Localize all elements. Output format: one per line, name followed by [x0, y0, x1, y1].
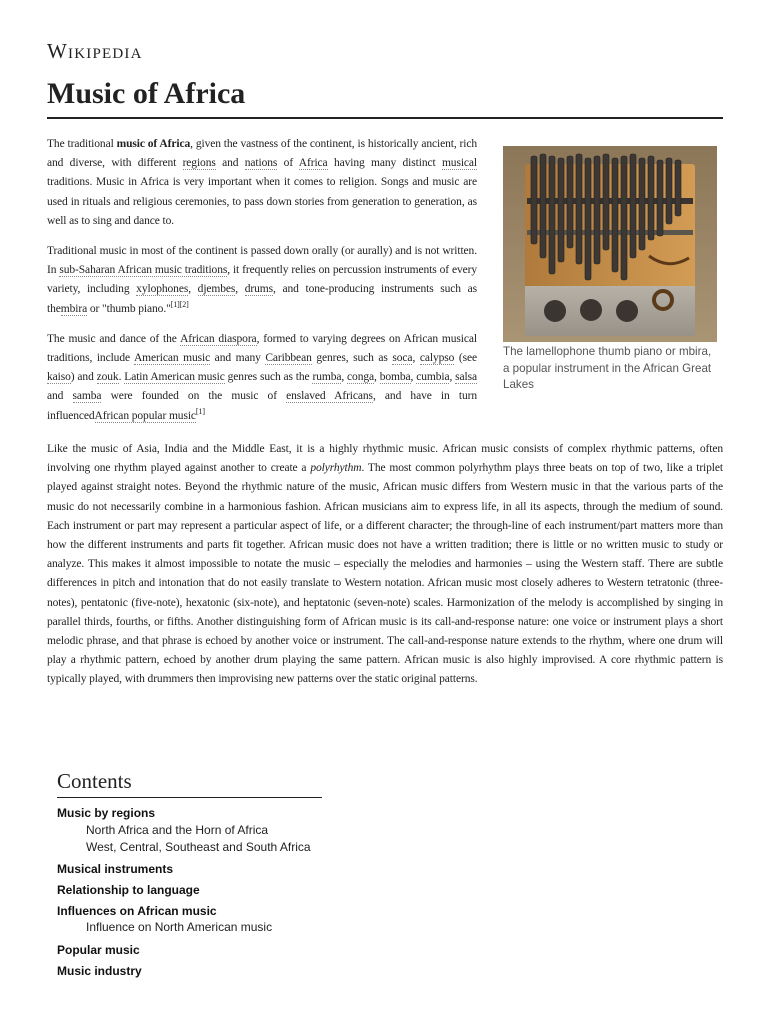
link-enslaved-africans[interactable]: enslaved Africans — [286, 390, 373, 403]
link-drums[interactable]: drums — [244, 283, 274, 296]
link-rumba[interactable]: rumba — [312, 371, 342, 384]
mbira-image[interactable] — [503, 146, 717, 342]
link-zouk[interactable]: zouk — [96, 371, 119, 384]
link-djembes[interactable]: djembes — [197, 283, 236, 296]
wordmark-text: Wikipedia — [47, 39, 143, 63]
toc-item-music-industry[interactable]: Music industry — [57, 963, 142, 978]
link-american-music[interactable]: American music — [133, 352, 211, 365]
toc-item-musical-instruments[interactable]: Musical instruments — [57, 862, 174, 876]
toc-item-north-africa[interactable]: North Africa and the Horn of Africa — [86, 823, 269, 837]
link-bomba[interactable]: bomba — [379, 371, 411, 384]
wikipedia-wordmark[interactable] — [47, 39, 143, 64]
link-kaiso[interactable]: kaiso — [47, 371, 71, 384]
link-africa[interactable]: Africa — [298, 157, 328, 170]
lead-section — [47, 135, 477, 437]
link-calypso[interactable]: calypso — [419, 352, 455, 365]
link-caribbean[interactable]: Caribbean — [265, 352, 312, 365]
toc-item-north-american-influence[interactable]: Influence on North American music — [86, 920, 273, 934]
paragraph-diaspora: The music and dance of the African diaspora, formed to varying degrees on African musical traditions, include American music and many Caribbean genres, such as soca, calypso (see kaiso) and zouk. Latin American music genres such as the rumba, conga, bomba, cumbia, salsa and samba were founded on the music of enslaved Africans, and have in turn influencedAfrican popular music[1] — [47, 332, 478, 422]
link-conga[interactable]: conga — [347, 371, 375, 384]
toc-item-west-central-south[interactable]: West, Central, Southeast and South Africa — [86, 839, 311, 854]
toc-item-language[interactable]: Relationship to language — [57, 883, 200, 897]
link-musical[interactable]: musical — [441, 157, 478, 170]
paragraph-oral-tradition: Traditional music in most of the continent is passed down orally (or aurally) and is not written. In sub-Saharan African music traditions, it frequently relies on percussion instruments of every variety, including xylophones, djembes, drums, and tone-producing instruments such as thembira or "thumb piano."[1][2] — [47, 245, 477, 315]
toc-list — [57, 805, 377, 979]
link-nations[interactable]: nations — [244, 157, 278, 170]
figure-caption: The lamellophone thumb piano or mbira, a popular instrument in the African Great Lakes — [503, 345, 712, 392]
link-african-popular-music[interactable]: African popular music — [94, 409, 196, 422]
link-regions[interactable]: regions — [182, 157, 216, 170]
reference-marker[interactable]: [1] — [195, 406, 205, 416]
toc-item-music-by-regions[interactable]: Music by regions — [57, 806, 156, 820]
link-polyrhythm[interactable]: polyrhythm — [310, 462, 362, 475]
body-section — [47, 440, 723, 701]
link-latin-american-music[interactable]: Latin American music — [124, 371, 225, 384]
bold-term: music of Africa — [116, 138, 191, 150]
link-salsa[interactable]: salsa — [455, 371, 477, 384]
link-mbira[interactable]: mbira — [60, 302, 88, 315]
reference-marker[interactable]: [1][2] — [170, 299, 189, 309]
toc-item-influences[interactable]: Influences on African music — [57, 904, 217, 918]
link-cumbia[interactable]: cumbia — [416, 371, 450, 384]
link-african-diaspora[interactable]: African diaspora — [180, 332, 257, 345]
link-xylophones[interactable]: xylophones — [136, 283, 189, 296]
link-sub-saharan-music[interactable]: sub-Saharan African music traditions — [59, 264, 228, 277]
link-samba[interactable]: samba — [72, 390, 102, 403]
link-soca[interactable]: soca — [392, 352, 413, 365]
thumbnail-figure — [503, 146, 717, 394]
table-of-contents — [57, 766, 377, 979]
toc-item-popular-music[interactable]: Popular music — [57, 942, 140, 957]
page-title: Music of Africa — [47, 73, 723, 119]
paragraph-rhythm: Like the music of Asia, India and the Middle East, it is a highly rhythmic music. African music consists of complex rhythmic patterns, often involving one rhythm played against another to create a polyrhythm. The most common polyrhythm plays three beats on top of two, like a triplet played against straight notes. Beyond the rhythmic nature of the music, African music differs from Western music in that the various parts of the music do not necessarily combine in a harmonious fashion. African musicians aim to express life, in all its aspects, through the medium of sound. Each instrument or part may represent a particular aspect of life, or a different character; the through-line of each instrument/part matters more than how the different instruments and parts fit together. African music does not have a written tradition; there is little or no written music to study or analyze. This makes it almost impossible to notate the music – especially the melodies and harmonies – using the Western staff. There are subtle differences in pitch and intonation that do not easily translate to Western notation. African music most closely adheres to Western tetratonic (three-notes), pentatonic (five-note), hexatonic (six-note), and heptatonic (seven-note) scales. Harmonization of the melody is accomplished by singing in parallel thirds, fourths, or fifths. Another distinguishing form of African music is its call-and-response nature: one voice or instrument plays a short melodic phrase, and that phrase is echoed by another voice or instrument. The call-and-response nature extends to the rhythm, where one drum will play a rhythmic pattern, echoed by another drum playing the same pattern. African music is also highly improvised. A core rhythmic pattern is typically played, with drummers then improvising new patterns over the static original patterns. — [47, 443, 723, 686]
paragraph-intro: The traditional music of Africa, given the vastness of the continent, is historically ancient, rich and diverse, with different regions and nations of Africa having many distinct musical traditions. Music in Africa is very important when it comes to religion. Songs and music are used in rituals and religious ceremonies, to pass down stories from generation to generation, as well as to sing and dance to. — [47, 138, 478, 227]
toc-title: Contents — [57, 766, 322, 798]
